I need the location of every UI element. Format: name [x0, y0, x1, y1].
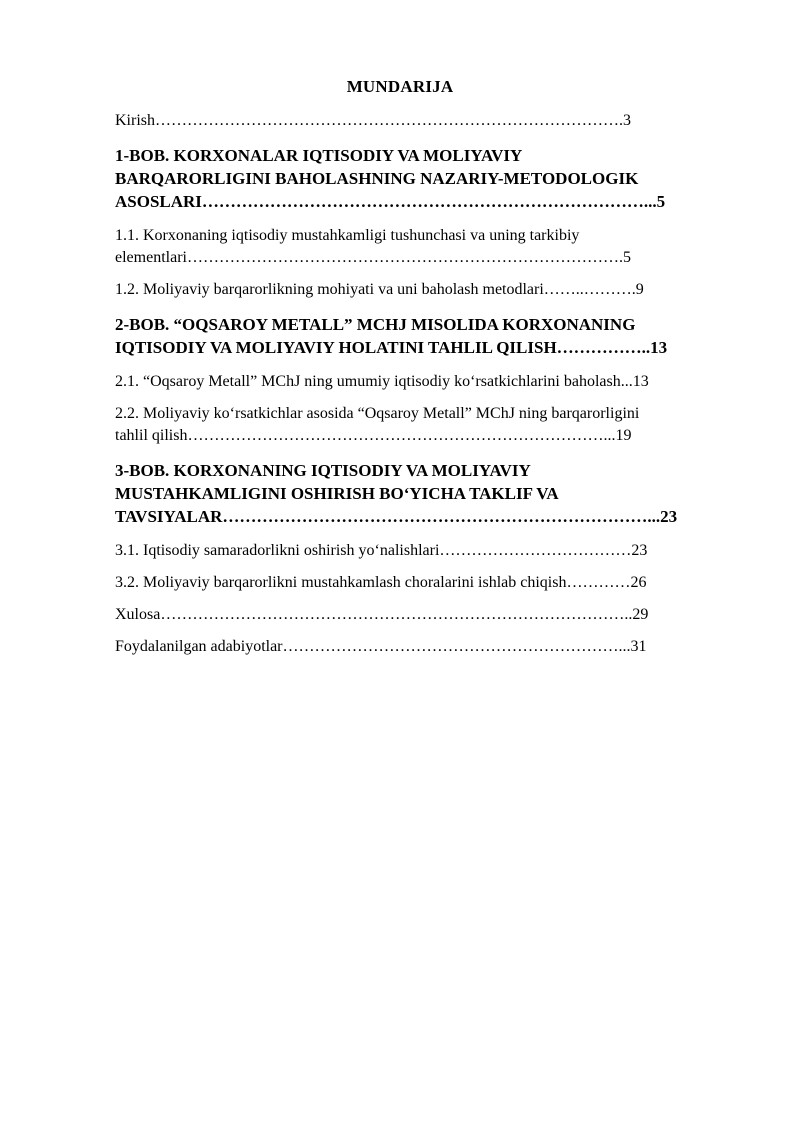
table-of-contents: [115, 110, 742, 658]
toc-entry-line: 2.1. “Oqsaroy Metall” MChJ ning umumiy iqtisodiy ko‘rsatkichlarini baholash...13: [115, 373, 649, 390]
toc-entry-line: Foydalanilgan adabiyotlar………………………………………………………...31: [115, 638, 647, 655]
toc-entry-line: MUSTAHKAMLIGINI OSHIRISH BO‘YICHA TAKLIF VA: [115, 484, 559, 503]
toc-entry: [115, 636, 742, 658]
toc-entry: [115, 110, 742, 132]
toc-entry: [115, 371, 742, 393]
toc-entry-line: 3.1. Iqtisodiy samaradorlikni oshirish yo‘nalishlari………………………………23: [115, 542, 648, 559]
toc-entry-line: BARQARORLIGINI BAHOLASHNING NAZARIY-METODOLOGIK: [115, 169, 639, 188]
toc-entry: [115, 403, 742, 447]
toc-entry-line: 2-BOB. “OQSAROY METALL” MCHJ MISOLIDA KORXONANING: [115, 315, 636, 334]
toc-entry-line: IQTISODIY VA MOLIYAVIY HOLATINI TAHLIL QILISH……………..13: [115, 338, 668, 357]
toc-entry: [115, 225, 742, 269]
toc-entry-line: 3.2. Moliyaviy barqarorlikni mustahkamlash choralarini ishlab chiqish…………26: [115, 574, 647, 591]
toc-entry-line: Kirish…………………………………………………………………………….3: [115, 112, 631, 129]
toc-chapter-entry: [115, 459, 742, 528]
toc-chapter-entry: [115, 313, 742, 359]
toc-entry: [115, 604, 742, 626]
toc-entry: [115, 279, 742, 301]
toc-entry-line: ASOSLARI……………………………………………………………………...5: [115, 192, 666, 211]
page-title: MUNDARIJA: [346, 77, 454, 96]
toc-entry-line: 1-BOB. KORXONALAR IQTISODIY VA MOLIYAVIY: [115, 146, 523, 165]
toc-entry-line: 2.2. Moliyaviy ko‘rsatkichlar asosida “Oqsaroy Metall” MChJ ning barqarorligini: [115, 405, 640, 422]
toc-entry-line: elementlari……………………………………………………………………….5: [115, 249, 631, 266]
toc-entry: [115, 540, 742, 562]
toc-entry-line: TAVSIYALAR…………………………………………………………………...23: [115, 507, 678, 526]
toc-entry: [115, 572, 742, 594]
toc-chapter-entry: [115, 144, 742, 213]
toc-entry-line: tahlil qilish……………………………………………………………………...19: [115, 427, 632, 444]
toc-entry-line: 1.1. Korxonaning iqtisodiy mustahkamligi tushunchasi va uning tarkibiy: [115, 227, 580, 244]
toc-entry-line: Xulosa……………………………………………………………………………..29: [115, 606, 649, 623]
toc-entry-line: 3-BOB. KORXONANING IQTISODIY VA MOLIYAVIY: [115, 461, 531, 480]
toc-entry-line: 1.2. Moliyaviy barqarorlikning mohiyati va uni baholash metodlari……..……….9: [115, 281, 644, 298]
